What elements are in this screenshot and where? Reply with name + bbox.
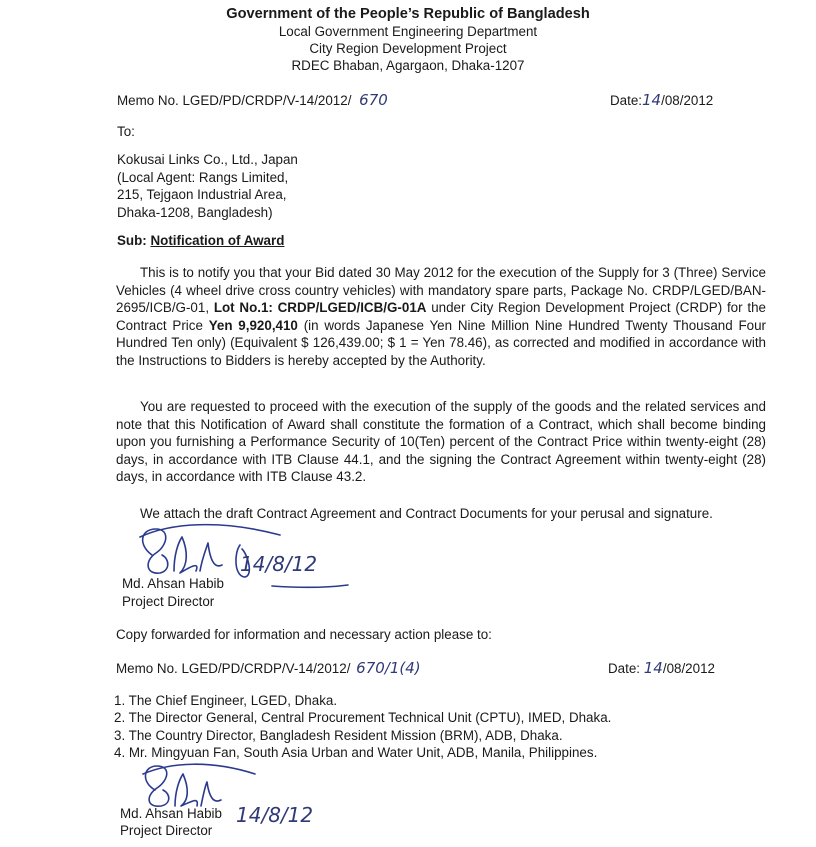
list-item: 2. The Director General, Central Procurement Technical Unit (CPTU), IMED, Dhaka. [114, 710, 612, 726]
letterhead-department: Local Government Engineering Department [278, 24, 538, 39]
recipient-address [117, 151, 298, 221]
letterhead-title: Government of the People’s Republic of Bangladesh [226, 6, 590, 22]
recipient-list [114, 692, 611, 762]
subject-label: Sub: [117, 233, 147, 248]
memo-date-rest: /08/2012 [661, 93, 714, 108]
award-lot: Lot No.1: CRDP/LGED/ICB/G-01A [213, 300, 427, 316]
award-text-2: under City Region Development Project (CRDP) for the Contract Price [116, 300, 766, 333]
signatory-title: Project Director [122, 594, 215, 609]
instructions-text: You are requested to proceed with the execution of the supply of the goods and the related services and note that this Notification of Award shall constitute the formation of a Contract, which shall become binding upon you furnishing a Performance Security of 10(Ten) percent of the Contract Price within twenty-eight (28) days, in accordance with ITB Clause 44.1, and the signing the Contract Agreement within twenty-eight (28) days, in accordance with ITB Clause 43.2. [116, 399, 766, 485]
subject-line [117, 233, 284, 248]
list-item: 3. The Country Director, Bangladesh Resident Mission (BRM), ADB, Dhaka. [114, 727, 563, 743]
memo-number-handwritten: 670 [359, 91, 388, 109]
copy-date-label: Date: [608, 661, 641, 676]
copy-memo-line [116, 659, 421, 677]
letterhead-project: City Region Development Project [309, 41, 507, 56]
paragraph-award [116, 264, 766, 370]
copy-memo-label: Memo No. LGED/PD/CRDP/V-14/2012/ [116, 661, 351, 676]
copy-date-rest: /08/2012 [662, 661, 715, 676]
letterhead-address: RDEC Bhaban, Agargaon, Dhaka-1207 [291, 58, 525, 73]
copy-date-day: 14 [643, 659, 663, 677]
award-text-3: (in words Japanese Yen Nine Million Nine Hundred Twenty Thousand Four Hundred Ten only) (Equivalent $ 126,439.00; $ 1 = Yen 78.46), as corrected and modified in accordance with the Instructions to Bidders is hereby accepted by the Authority. [116, 317, 766, 368]
signature2-date-handwritten: 14/8/12 [236, 803, 314, 827]
paragraph-attachment: We attach the draft Contract Agreement and Contract Documents for your perusal and signature. [140, 506, 713, 521]
memo-date-label: Date: [610, 93, 643, 108]
memo-date [610, 91, 713, 109]
address-line: (Local Agent: Rangs Limited, [117, 169, 289, 185]
address-line: Kokusai Links Co., Ltd., Japan [117, 152, 298, 167]
memo-label: Memo No. LGED/PD/CRDP/V-14/2012/ [117, 93, 352, 108]
list-item: 1. The Chief Engineer, LGED, Dhaka. [114, 693, 338, 708]
signatory-name: Md. Ahsan Habib [122, 576, 224, 591]
memo-line [117, 91, 388, 109]
signature-underline [270, 583, 350, 589]
subject-text: Notification of Award [150, 233, 285, 248]
award-price: Yen 9,920,410 [208, 317, 298, 333]
paragraph-instructions [116, 398, 766, 486]
signatory-title: Project Director [120, 823, 213, 838]
signature1-date-handwritten: 14/8/12 [240, 552, 318, 576]
to-label: To: [117, 124, 135, 139]
list-item: 4. Mr. Mingyuan Fan, South Asia Urban and Water Unit, ADB, Manila, Philippines. [114, 745, 598, 761]
copy-memo-handwritten: 670/1(4) [356, 659, 421, 677]
award-text-1: This is to notify you that your Bid dated 30 May 2012 for the execution of the Supply for 3 (Three) Service Vehicles (4 wheel drive cross country vehicles) with mandatory spare parts, Package No. CRDP/LGED/BAN-2695/ICB/G-01, [116, 265, 766, 316]
copy-memo-date [608, 659, 715, 677]
address-line: 215, Tejgaon Industrial Area, [117, 187, 287, 202]
signatory-name: Md. Ahsan Habib [120, 806, 222, 821]
copy-intro: Copy forwarded for information and necessary action please to: [116, 627, 492, 642]
memo-date-day: 14 [642, 91, 662, 109]
address-line: Dhaka-1208, Bangladesh) [117, 204, 273, 220]
